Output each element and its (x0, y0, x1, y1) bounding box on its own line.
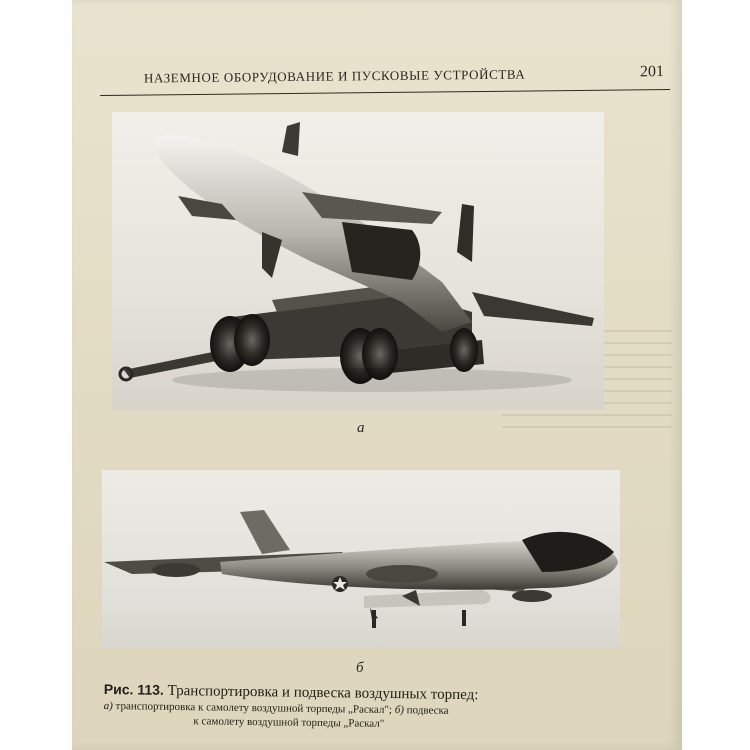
item-a-marker: а) (103, 699, 113, 713)
item-b-text-2: к самолету воздушной торпеды „Раскал" (193, 715, 385, 730)
running-head: НАЗЕМНОЕ ОБОРУДОВАНИЕ И ПУСКОВЫЕ УСТРОЙСТВА (143, 66, 526, 86)
missile-trailer-illustration (112, 112, 604, 410)
page-header (100, 59, 670, 96)
figure-b-label: б (356, 660, 364, 676)
caption-heading: Транспортировка и подвеска воздушных торпед: (167, 682, 479, 704)
figure-reference: Рис. 113. (103, 680, 164, 698)
book-page (72, 0, 682, 750)
figure-b-photo (102, 470, 620, 648)
item-a-text: транспортировка к самолету воздушной торпеды „Раскал"; (115, 700, 393, 717)
item-b-marker: б) (394, 704, 405, 717)
bomber-illustration (102, 470, 620, 648)
figure-a-label: a (357, 420, 365, 436)
page-number: 201 (639, 63, 665, 81)
figure-a-photo (112, 112, 604, 410)
figure-caption (103, 680, 664, 735)
item-b-text-1: подвеска (406, 704, 449, 717)
